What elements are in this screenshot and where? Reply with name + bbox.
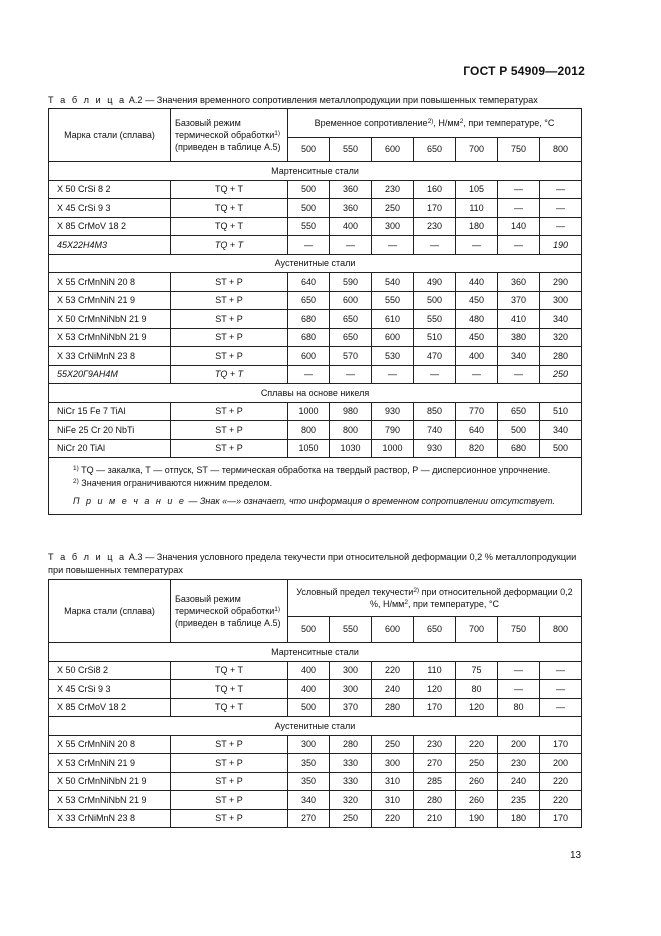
- grade-cell: X 53 CrMnNiN 21 9: [49, 291, 171, 310]
- section-title: Сплавы на основе никеля: [49, 384, 582, 403]
- value-cell: 235: [498, 791, 540, 810]
- value-cell: —: [456, 365, 498, 384]
- value-cell: 640: [456, 421, 498, 440]
- mode-cell: ST + P: [171, 273, 288, 292]
- table-a3-caption: [48, 551, 581, 577]
- value-cell: —: [498, 680, 540, 699]
- value-cell: 510: [414, 328, 456, 347]
- table-row: [49, 217, 582, 236]
- value-cell: —: [498, 199, 540, 218]
- table-a2-caption: [48, 94, 581, 107]
- temperature-header: 500: [288, 616, 330, 642]
- caption-label: Т а б л и ц а: [48, 552, 127, 562]
- grade-cell: X 50 CrMnNiNbN 21 9: [49, 310, 171, 329]
- value-cell: 230: [414, 217, 456, 236]
- value-cell: 600: [288, 347, 330, 366]
- grade-cell: X 53 CrMnNiNbN 21 9: [49, 328, 171, 347]
- temperature-header: 800: [540, 616, 582, 642]
- value-cell: 280: [330, 735, 372, 754]
- value-cell: —: [540, 698, 582, 717]
- section-title: Мартенситные стали: [49, 643, 582, 662]
- value-cell: 250: [372, 735, 414, 754]
- mode-cell: ST + P: [171, 735, 288, 754]
- value-cell: 930: [372, 402, 414, 421]
- value-cell: 380: [498, 328, 540, 347]
- value-cell: 300: [372, 217, 414, 236]
- temperature-header: 650: [414, 137, 456, 161]
- table-row: [49, 680, 582, 699]
- mode-cell: TQ + T: [171, 661, 288, 680]
- value-cell: 310: [372, 791, 414, 810]
- value-cell: 550: [372, 291, 414, 310]
- footnote-2: $^{2)}$ Значения ограничиваются нижним пределом.: [73, 477, 273, 488]
- value-cell: —: [540, 180, 582, 199]
- page-number: 13: [570, 850, 582, 861]
- mode-cell: TQ + T: [171, 680, 288, 699]
- value-cell: 110: [414, 661, 456, 680]
- mode-cell: TQ + T: [171, 365, 288, 384]
- value-cell: 340: [498, 347, 540, 366]
- mode-cell: ST + P: [171, 291, 288, 310]
- value-cell: —: [414, 236, 456, 255]
- value-cell: 300: [330, 680, 372, 699]
- value-cell: 180: [456, 217, 498, 236]
- value-cell: 650: [288, 291, 330, 310]
- footnote-1: $^{1)}$ TQ — закалка, Т — отпуск, ST — термическая обработка на твердый раствор, Р — дисперсионное упрочнение.: [73, 465, 551, 475]
- grade-cell: X 85 CrMoV 18 2: [49, 698, 171, 717]
- value-cell: 680: [288, 328, 330, 347]
- value-cell: 170: [414, 199, 456, 218]
- value-cell: 410: [498, 310, 540, 329]
- value-cell: 440: [456, 273, 498, 292]
- value-cell: —: [498, 180, 540, 199]
- value-cell: 270: [414, 754, 456, 773]
- mode-cell: ST + P: [171, 421, 288, 440]
- table-a2-notes: [49, 458, 582, 515]
- mode-cell: ST + P: [171, 347, 288, 366]
- value-cell: 190: [456, 809, 498, 828]
- temperature-header: 550: [330, 616, 372, 642]
- value-cell: 500: [540, 439, 582, 458]
- value-cell: 290: [540, 273, 582, 292]
- value-cell: 650: [498, 402, 540, 421]
- value-cell: 500: [498, 421, 540, 440]
- value-cell: 170: [540, 735, 582, 754]
- value-cell: 250: [330, 809, 372, 828]
- value-cell: 300: [372, 754, 414, 773]
- table-row: [49, 180, 582, 199]
- value-cell: —: [288, 365, 330, 384]
- value-cell: 220: [372, 809, 414, 828]
- value-cell: 240: [498, 772, 540, 791]
- value-cell: 340: [288, 791, 330, 810]
- grade-cell: X 55 CrMnNiN 20 8: [49, 735, 171, 754]
- value-cell: 400: [288, 661, 330, 680]
- mode-cell: TQ + T: [171, 236, 288, 255]
- mode-cell: ST + P: [171, 310, 288, 329]
- table-row: [49, 421, 582, 440]
- header-heat-treatment: Базовый режим термической обработки$^{1)}$ (приведен в таблице А.5): [171, 109, 288, 162]
- table-row: [49, 661, 582, 680]
- value-cell: 550: [414, 310, 456, 329]
- value-cell: 160: [414, 180, 456, 199]
- value-cell: 330: [330, 772, 372, 791]
- value-cell: 320: [540, 328, 582, 347]
- value-cell: 210: [414, 809, 456, 828]
- grade-cell: X 50 CrSi 8 2: [49, 180, 171, 199]
- value-cell: 850: [414, 402, 456, 421]
- value-cell: 280: [414, 791, 456, 810]
- grade-cell: X 33 CrNiMnN 23 8: [49, 347, 171, 366]
- value-cell: 790: [372, 421, 414, 440]
- value-cell: 360: [498, 273, 540, 292]
- value-cell: 120: [456, 698, 498, 717]
- value-cell: 80: [498, 698, 540, 717]
- value-cell: 480: [456, 310, 498, 329]
- value-cell: —: [540, 217, 582, 236]
- value-cell: 1050: [288, 439, 330, 458]
- remark: П р и м е ч а н и е — Знак «—» означает, что информация о временном сопротивлении отсутствует.: [73, 496, 555, 506]
- grade-cell: X 55 CrMnNiN 20 8: [49, 273, 171, 292]
- value-cell: 190: [540, 236, 582, 255]
- value-cell: —: [498, 661, 540, 680]
- temperature-header: 650: [414, 616, 456, 642]
- value-cell: 180: [498, 809, 540, 828]
- value-cell: 105: [456, 180, 498, 199]
- value-cell: 570: [330, 347, 372, 366]
- value-cell: 800: [330, 421, 372, 440]
- table-row: [49, 328, 582, 347]
- value-cell: 500: [288, 180, 330, 199]
- value-cell: 250: [456, 754, 498, 773]
- value-cell: 270: [288, 809, 330, 828]
- value-cell: 230: [414, 735, 456, 754]
- value-cell: 110: [456, 199, 498, 218]
- value-cell: —: [540, 661, 582, 680]
- mode-cell: TQ + T: [171, 180, 288, 199]
- value-cell: 80: [456, 680, 498, 699]
- value-cell: 360: [330, 199, 372, 218]
- value-cell: 500: [288, 199, 330, 218]
- value-cell: 1000: [288, 402, 330, 421]
- temperature-header: 600: [372, 616, 414, 642]
- value-cell: 350: [288, 772, 330, 791]
- value-cell: 250: [372, 199, 414, 218]
- value-cell: 280: [372, 698, 414, 717]
- value-cell: 600: [372, 328, 414, 347]
- table-row: [49, 347, 582, 366]
- value-cell: 400: [456, 347, 498, 366]
- section-title: Мартенситные стали: [49, 162, 582, 181]
- value-cell: —: [330, 365, 372, 384]
- value-cell: 220: [540, 791, 582, 810]
- table-row: [49, 273, 582, 292]
- header-yield-strength: Условный предел текучести$^{2)}$ при относительной деформации 0,2 %, $Н/мм^2$, при температуре, °С: [288, 580, 582, 617]
- value-cell: 1030: [330, 439, 372, 458]
- value-cell: 540: [372, 273, 414, 292]
- value-cell: —: [540, 199, 582, 218]
- value-cell: 140: [498, 217, 540, 236]
- value-cell: 800: [288, 421, 330, 440]
- value-cell: 450: [456, 291, 498, 310]
- grade-cell: 55Х20Г9АН4М: [49, 365, 171, 384]
- value-cell: 340: [540, 310, 582, 329]
- value-cell: 640: [288, 273, 330, 292]
- mode-cell: ST + P: [171, 772, 288, 791]
- value-cell: —: [456, 236, 498, 255]
- table-row: [49, 291, 582, 310]
- value-cell: 590: [330, 273, 372, 292]
- value-cell: 980: [330, 402, 372, 421]
- grade-cell: NiCr 20 TiAl: [49, 439, 171, 458]
- value-cell: 400: [288, 680, 330, 699]
- value-cell: 610: [372, 310, 414, 329]
- value-cell: 530: [372, 347, 414, 366]
- table-a3: [48, 579, 582, 828]
- value-cell: 300: [540, 291, 582, 310]
- mode-cell: TQ + T: [171, 199, 288, 218]
- table-row: [49, 439, 582, 458]
- grade-cell: X 53 CrMnNiN 21 9: [49, 754, 171, 773]
- value-cell: 330: [330, 754, 372, 773]
- grade-cell: X 45 CrSi 9 3: [49, 199, 171, 218]
- temperature-header: 800: [540, 137, 582, 161]
- value-cell: —: [498, 236, 540, 255]
- value-cell: 1000: [372, 439, 414, 458]
- document-code: ГОСТ Р 54909—2012: [463, 64, 585, 78]
- caption-text: А.3 — Значения условного предела текучести при относительной деформации 0,2 % металлопродукции при повышенных температурах: [48, 552, 577, 575]
- table-row: [49, 199, 582, 218]
- value-cell: —: [414, 365, 456, 384]
- value-cell: 930: [414, 439, 456, 458]
- header-heat-treatment: Базовый режим термической обработки$^{1)}$ (приведен в таблице А.5): [171, 580, 288, 643]
- value-cell: 350: [288, 754, 330, 773]
- value-cell: 500: [414, 291, 456, 310]
- value-cell: 170: [414, 698, 456, 717]
- value-cell: 770: [456, 402, 498, 421]
- table-a2: [48, 108, 582, 515]
- mode-cell: ST + P: [171, 754, 288, 773]
- value-cell: 230: [372, 180, 414, 199]
- value-cell: 550: [288, 217, 330, 236]
- table-row: [49, 791, 582, 810]
- caption-label: Т а б л и ц а: [48, 95, 127, 105]
- mode-cell: ST + P: [171, 402, 288, 421]
- value-cell: 320: [330, 791, 372, 810]
- value-cell: —: [540, 680, 582, 699]
- value-cell: 510: [540, 402, 582, 421]
- value-cell: 250: [540, 365, 582, 384]
- table-row: [49, 809, 582, 828]
- value-cell: —: [372, 236, 414, 255]
- value-cell: 470: [414, 347, 456, 366]
- mode-cell: ST + P: [171, 328, 288, 347]
- value-cell: 120: [414, 680, 456, 699]
- table-row: [49, 236, 582, 255]
- mode-cell: TQ + T: [171, 217, 288, 236]
- value-cell: 200: [540, 754, 582, 773]
- grade-cell: NiFe 25 Cr 20 NbTi: [49, 421, 171, 440]
- value-cell: 500: [288, 698, 330, 717]
- mode-cell: TQ + T: [171, 698, 288, 717]
- value-cell: 285: [414, 772, 456, 791]
- grade-cell: X 53 CrMnNiNbN 21 9: [49, 791, 171, 810]
- table-row: [49, 754, 582, 773]
- value-cell: 400: [330, 217, 372, 236]
- value-cell: —: [372, 365, 414, 384]
- value-cell: 310: [372, 772, 414, 791]
- grade-cell: X 50 CrSi8 2: [49, 661, 171, 680]
- temperature-header: 750: [498, 616, 540, 642]
- grade-cell: X 45 CrSi 9 3: [49, 680, 171, 699]
- value-cell: 600: [330, 291, 372, 310]
- table-row: [49, 698, 582, 717]
- value-cell: 370: [498, 291, 540, 310]
- value-cell: 260: [456, 791, 498, 810]
- mode-cell: ST + P: [171, 439, 288, 458]
- grade-cell: X 50 CrMnNiNbN 21 9: [49, 772, 171, 791]
- section-title: Аустенитные стали: [49, 717, 582, 736]
- value-cell: 650: [330, 310, 372, 329]
- table-row: [49, 402, 582, 421]
- table-row: [49, 772, 582, 791]
- value-cell: 360: [330, 180, 372, 199]
- grade-cell: NiCr 15 Fe 7 TiAl: [49, 402, 171, 421]
- header-grade: Марка стали (сплава): [49, 580, 171, 643]
- value-cell: 740: [414, 421, 456, 440]
- value-cell: —: [288, 236, 330, 255]
- value-cell: 220: [372, 661, 414, 680]
- value-cell: 300: [288, 735, 330, 754]
- value-cell: 680: [288, 310, 330, 329]
- temperature-header: 500: [288, 137, 330, 161]
- value-cell: 200: [498, 735, 540, 754]
- mode-cell: ST + P: [171, 791, 288, 810]
- value-cell: 280: [540, 347, 582, 366]
- header-tensile-strength: Временное сопротивление$^{2)}$, $Н/мм^2$, при температуре, °С: [288, 109, 582, 138]
- caption-text: А.2 — Значения временного сопротивления металлопродукции при повышенных температурах: [126, 95, 538, 105]
- temperature-header: 700: [456, 616, 498, 642]
- temperature-header: 600: [372, 137, 414, 161]
- mode-cell: ST + P: [171, 809, 288, 828]
- temperature-header: 750: [498, 137, 540, 161]
- value-cell: 220: [540, 772, 582, 791]
- grade-cell: 45Х22Н4М3: [49, 236, 171, 255]
- value-cell: —: [330, 236, 372, 255]
- value-cell: —: [498, 365, 540, 384]
- value-cell: 300: [330, 661, 372, 680]
- grade-cell: X 33 CrNiMnN 23 8: [49, 809, 171, 828]
- temperature-header: 550: [330, 137, 372, 161]
- value-cell: 260: [456, 772, 498, 791]
- value-cell: 340: [540, 421, 582, 440]
- value-cell: 220: [456, 735, 498, 754]
- value-cell: 170: [540, 809, 582, 828]
- table-row: [49, 365, 582, 384]
- value-cell: 820: [456, 439, 498, 458]
- value-cell: 450: [456, 328, 498, 347]
- temperature-header: 700: [456, 137, 498, 161]
- value-cell: 370: [330, 698, 372, 717]
- table-row: [49, 735, 582, 754]
- header-grade: Марка стали (сплава): [49, 109, 171, 162]
- value-cell: 680: [498, 439, 540, 458]
- value-cell: 230: [498, 754, 540, 773]
- section-title: Аустенитные стали: [49, 254, 582, 273]
- value-cell: 240: [372, 680, 414, 699]
- value-cell: 75: [456, 661, 498, 680]
- value-cell: 490: [414, 273, 456, 292]
- table-row: [49, 310, 582, 329]
- grade-cell: X 85 CrMoV 18 2: [49, 217, 171, 236]
- value-cell: 650: [330, 328, 372, 347]
